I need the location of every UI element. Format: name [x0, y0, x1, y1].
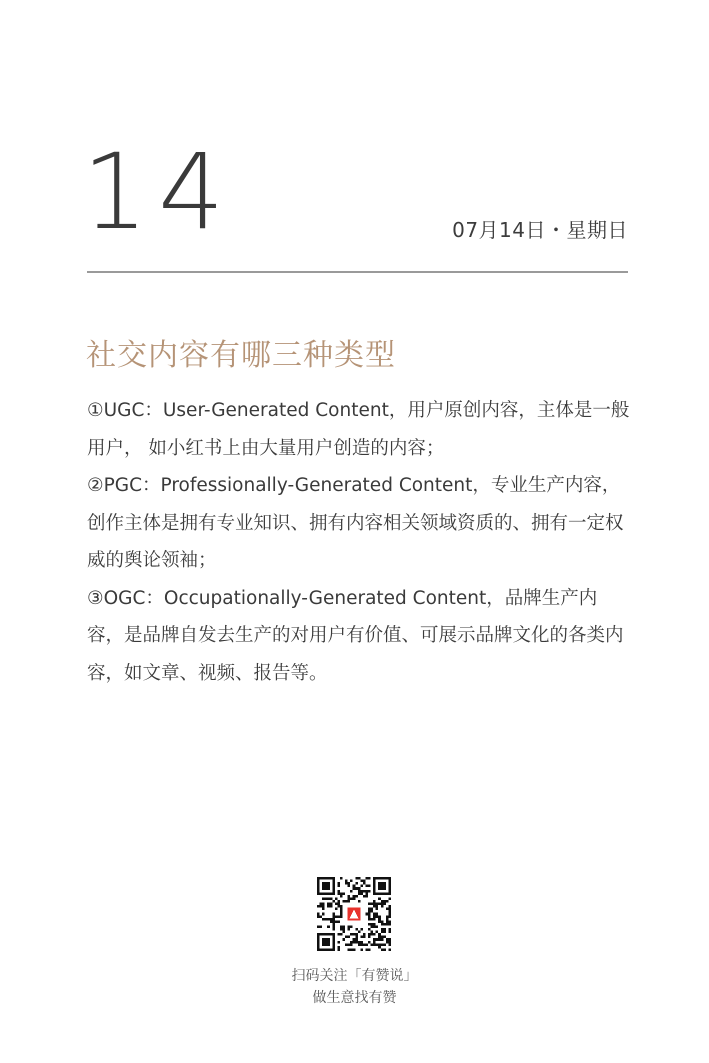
qr-code-icon[interactable]	[317, 877, 391, 951]
footer-slogan: 做生意找有赞	[312, 990, 397, 1006]
article-body	[87, 392, 632, 692]
paragraph-ugc: ①UGC：User-Generated Content，用户原创内容，主体是一般用户， 如小红书上由大量用户创造的内容；	[87, 400, 630, 459]
day-number: 14	[82, 131, 235, 253]
paragraph-ogc: ③OGC：Occupationally-Generated Content，品牌生产内容，是品牌自发去生产的对用户有价值、可展示品牌文化的各类内容，如文章、视频、报告等。	[87, 587, 624, 684]
paragraph-pgc: ②PGC：Professionally-Generated Content，专业生产内容，创作主体是拥有专业知识、拥有内容相关领域资质的、拥有一定权威的舆论领袖；	[87, 475, 624, 571]
footer-follow-text: 扫码关注「有赞说」	[291, 968, 418, 984]
article-title: 社交内容有哪三种类型	[86, 338, 396, 373]
divider	[87, 271, 628, 273]
date-weekday: 07月14日・星期日	[452, 218, 628, 242]
